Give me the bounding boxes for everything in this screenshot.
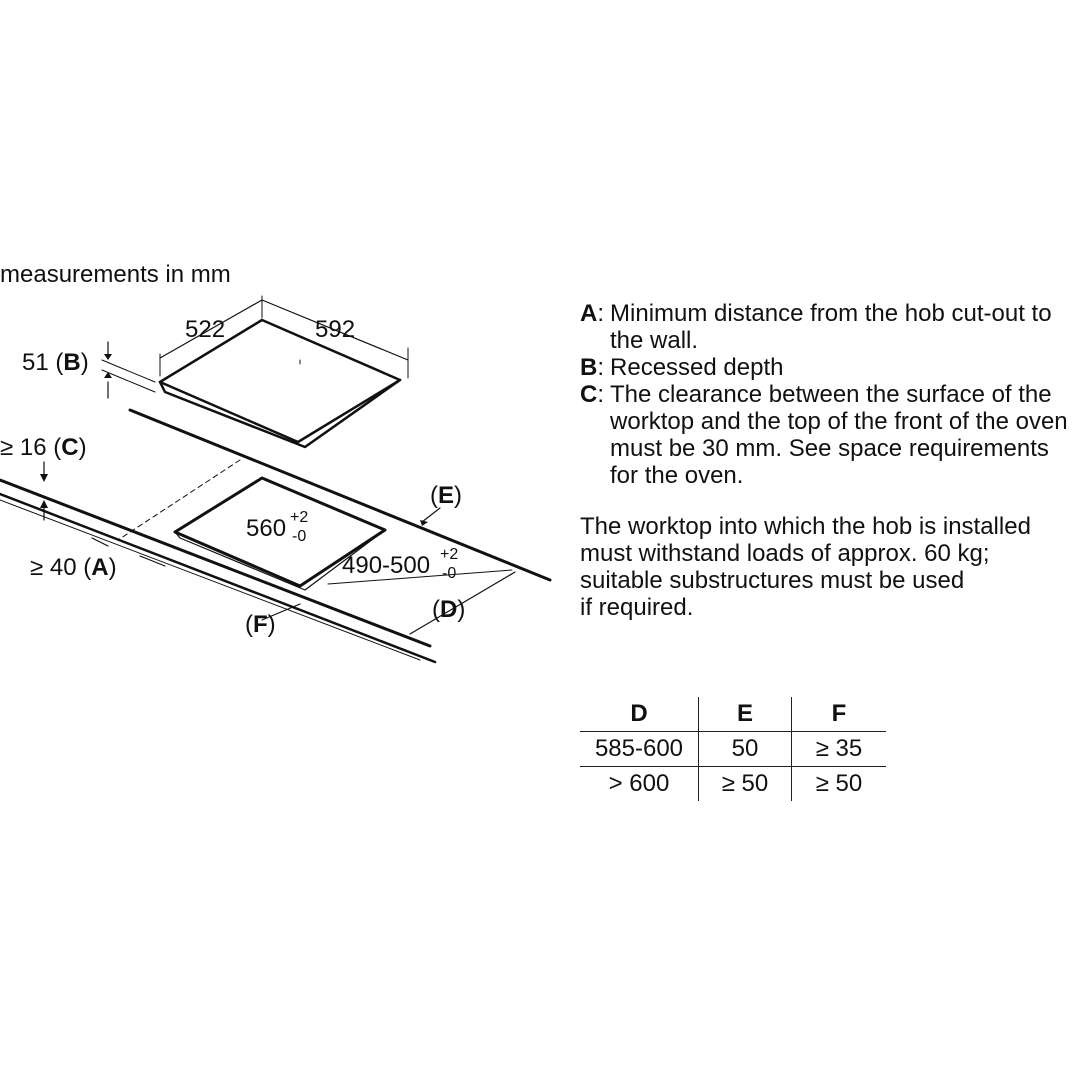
- note-c: C : The clearance between the surface of the worktop and the top of the front of the oven must be 30 mm. See space requirements for the oven.: [580, 381, 1068, 489]
- note-b: B : Recessed depth: [580, 354, 784, 381]
- clearance-table: [580, 697, 886, 801]
- col-header-f: F: [792, 697, 887, 732]
- measurements-caption: measurements in mm: [0, 261, 231, 288]
- table-row: 585-600 50 ≥ 35: [580, 732, 886, 767]
- dim-560: 560: [246, 515, 287, 542]
- dim-592: 592: [315, 316, 356, 343]
- arrowhead: [104, 372, 112, 378]
- tol-560-minus: -0: [292, 528, 307, 545]
- tol-560-plus: +2: [290, 509, 309, 526]
- hob-installation-drawing: [0, 270, 560, 690]
- label-wall-a: ≥ 40 (A): [30, 554, 117, 581]
- label-d: (D): [432, 596, 466, 623]
- label-clearance-c: ≥ 16 (C): [0, 434, 87, 461]
- label-recess-b: 51 (B): [22, 349, 89, 376]
- label-f: (F): [245, 611, 276, 638]
- worktop-paragraph: The worktop into which the hob is installed must withstand loads of approx. 60 kg; suitable substructures must be used if required.: [580, 513, 1031, 621]
- table-row: > 600 ≥ 50 ≥ 50: [580, 767, 886, 802]
- label-e: (E): [430, 482, 463, 509]
- dim-522: 522: [185, 316, 226, 343]
- dim-490-500: 490-500: [342, 552, 431, 579]
- note-a: A : Minimum distance from the hob cut-out to the wall.: [580, 300, 1052, 354]
- col-header-e: E: [699, 697, 792, 732]
- col-header-d: D: [580, 697, 699, 732]
- tol-490-minus: -0: [442, 565, 457, 582]
- arrowhead: [40, 474, 48, 482]
- arrowhead: [40, 500, 48, 508]
- tol-490-plus: +2: [440, 546, 459, 563]
- arrowhead: [104, 354, 112, 360]
- legend-notes: [580, 300, 1080, 621]
